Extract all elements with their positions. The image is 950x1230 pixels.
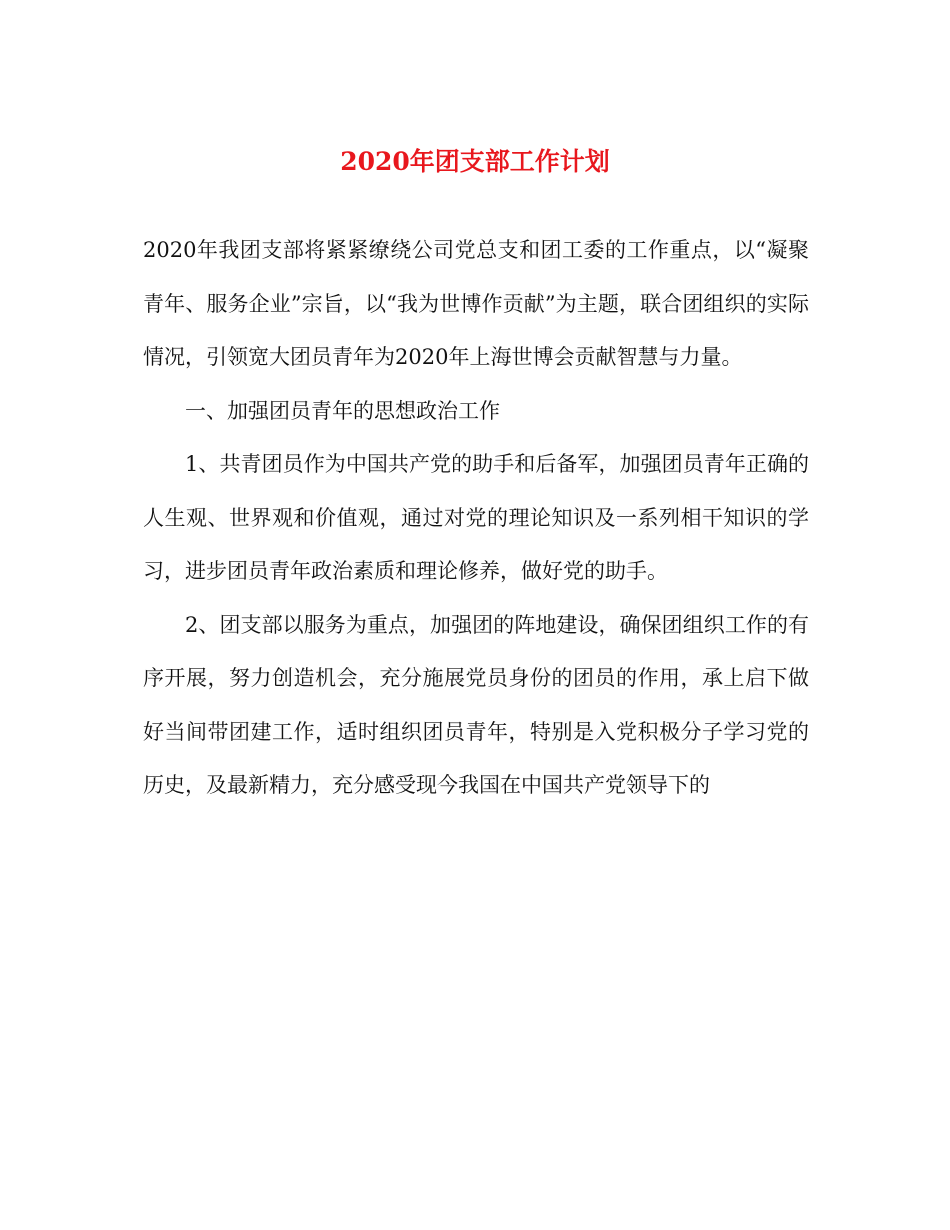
intro-paragraph: 2020年我团支部将紧紧缭绕公司党总支和团工委的工作重点，以“凝聚青年、服务企业”宗旨，以“我为世博作贡献”为主题，联合团组织的实际情况，引领宽大团员青年为2020年上海世博会贡献智慧与力量。	[143, 238, 809, 369]
document-body	[143, 224, 809, 813]
section-heading-1: 一、加强团员青年的思想政治工作	[185, 398, 500, 423]
list-item-1: 1、共青团员作为中国共产党的助手和后备军，加强团员青年正确的人生观、世界观和价值观，通过对党的理论知识及一系列相干知识的学习，进步团员青年政治素质和理论修养，做好党的助手。	[143, 452, 809, 583]
document-title: 2020年团支部工作计划	[340, 147, 610, 176]
list-item-2: 2、团支部以服务为重点，加强团的阵地建设，确保团组织工作的有序开展，努力创造机会，充分施展党员身份的团员的作用，承上启下做好当间带团建工作，适时组织团员青年，特别是入党积极分子学习党的历史，及最新精力，充分感受现今我国在中国共产党领导下的	[143, 612, 809, 797]
